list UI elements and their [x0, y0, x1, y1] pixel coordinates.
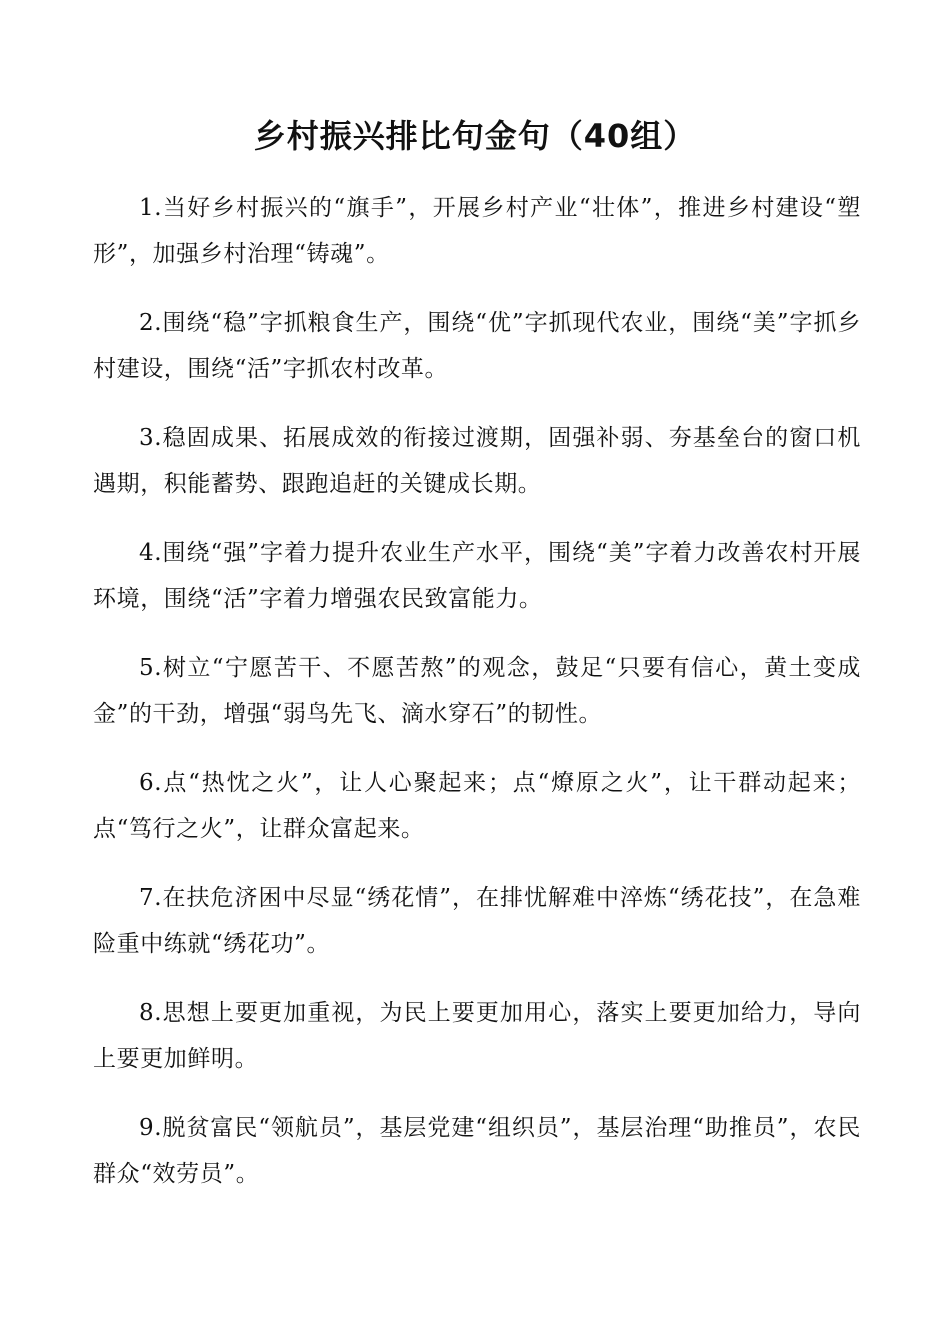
paragraph-2: 2.围绕“稳”字抓粮食生产，围绕“优”字抓现代农业，围绕“美”字抓乡村建设，围绕“活”字抓农村改革。 [93, 310, 861, 382]
paragraph-3: 3.稳固成果、拓展成效的衔接过渡期，固强补弱、夯基垒台的窗口机遇期，积能蓄势、跟跑追赶的关键成长期。 [93, 425, 861, 497]
document-body [93, 185, 861, 1220]
document-title: 乡村振兴排比句金句（40组） [253, 117, 697, 155]
paragraph-4: 4.围绕“强”字着力提升农业生产水平，围绕“美”字着力改善农村开展环境，围绕“活”字着力增强农民致富能力。 [93, 540, 861, 612]
paragraph-5: 5.树立“宁愿苦干、不愿苦熬”的观念，鼓足“只要有信心，黄土变成金”的干劲，增强“弱鸟先飞、滴水穿石”的韧性。 [93, 655, 861, 727]
paragraph-7: 7.在扶危济困中尽显“绣花情”，在排忧解难中淬炼“绣花技”，在急难险重中练就“绣花功”。 [93, 885, 861, 957]
paragraph-1: 1.当好乡村振兴的“旗手”，开展乡村产业“壮体”，推进乡村建设“塑形”，加强乡村治理“铸魂”。 [93, 195, 861, 267]
paragraph-9: 9.脱贫富民“领航员”，基层党建“组织员”，基层治理“助推员”，农民群众“效劳员”。 [93, 1115, 861, 1187]
paragraph-8: 8.思想上要更加重视，为民上要更加用心，落实上要更加给力，导向上要更加鲜明。 [93, 1000, 861, 1072]
paragraph-6: 6.点“热忱之火”，让人心聚起来；点“燎原之火”，让干群动起来；点“笃行之火”，让群众富起来。 [93, 770, 861, 842]
